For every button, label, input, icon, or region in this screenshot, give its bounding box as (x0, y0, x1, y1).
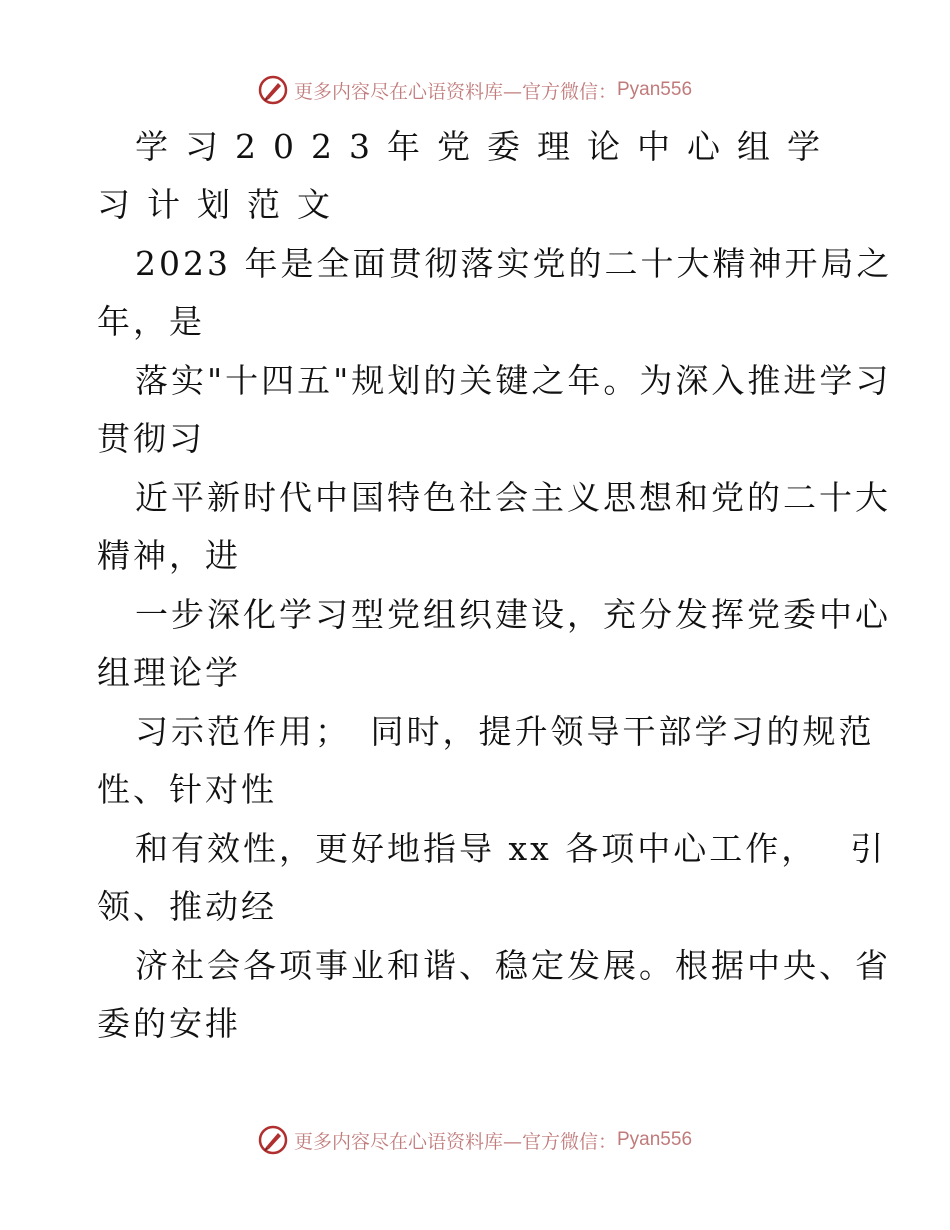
paragraph-line: 近平新时代中国特色社会主义思想和党的二十大 (135, 478, 891, 517)
header-banner-text: 更多内容尽在心语资料库—官方微信： (293, 80, 617, 103)
footer-banner-wechat-id: Pyan556 (617, 1129, 693, 1150)
header-watermark-banner (0, 70, 950, 110)
paragraph-line: 落实"十四五"规划的关键之年。为深入推进学习 (135, 361, 892, 400)
paragraph-line: 领、推动经 (97, 887, 277, 926)
paragraph-line: 济社会各项事业和谐、稳定发展。根据中央、省 (135, 946, 891, 985)
paragraph-line: 和有效性，更好地指导 xx 各项中心工作， 引 (135, 829, 887, 868)
pen-logo-icon (258, 1125, 288, 1155)
paragraph-line: 性、针对性 (97, 770, 277, 809)
document-title-line-1: 学习2023年党委理论中心组学 (135, 127, 837, 166)
paragraph-line: 精神，进 (97, 536, 241, 575)
footer-watermark-banner (0, 1120, 950, 1160)
header-banner-wechat-id: Pyan556 (617, 79, 693, 100)
paragraph-line: 2023 年是全面贯彻落实党的二十大精神开局之 (135, 244, 893, 283)
paragraph-line: 一步深化学习型党组织建设，充分发挥党委中心 (135, 595, 891, 634)
paragraph-line: 贯彻习 (97, 419, 205, 458)
pen-logo-icon (258, 75, 288, 105)
footer-banner-text: 更多内容尽在心语资料库—官方微信： (293, 1130, 617, 1153)
paragraph-line: 习示范作用； 同时，提升领导干部学习的规范 (135, 712, 875, 751)
paragraph-line: 委的安排 (97, 1004, 241, 1043)
document-title-line-2: 习计划范文 (97, 185, 347, 224)
paragraph-line: 组理论学 (97, 653, 241, 692)
paragraph-line: 年，是 (97, 302, 205, 341)
